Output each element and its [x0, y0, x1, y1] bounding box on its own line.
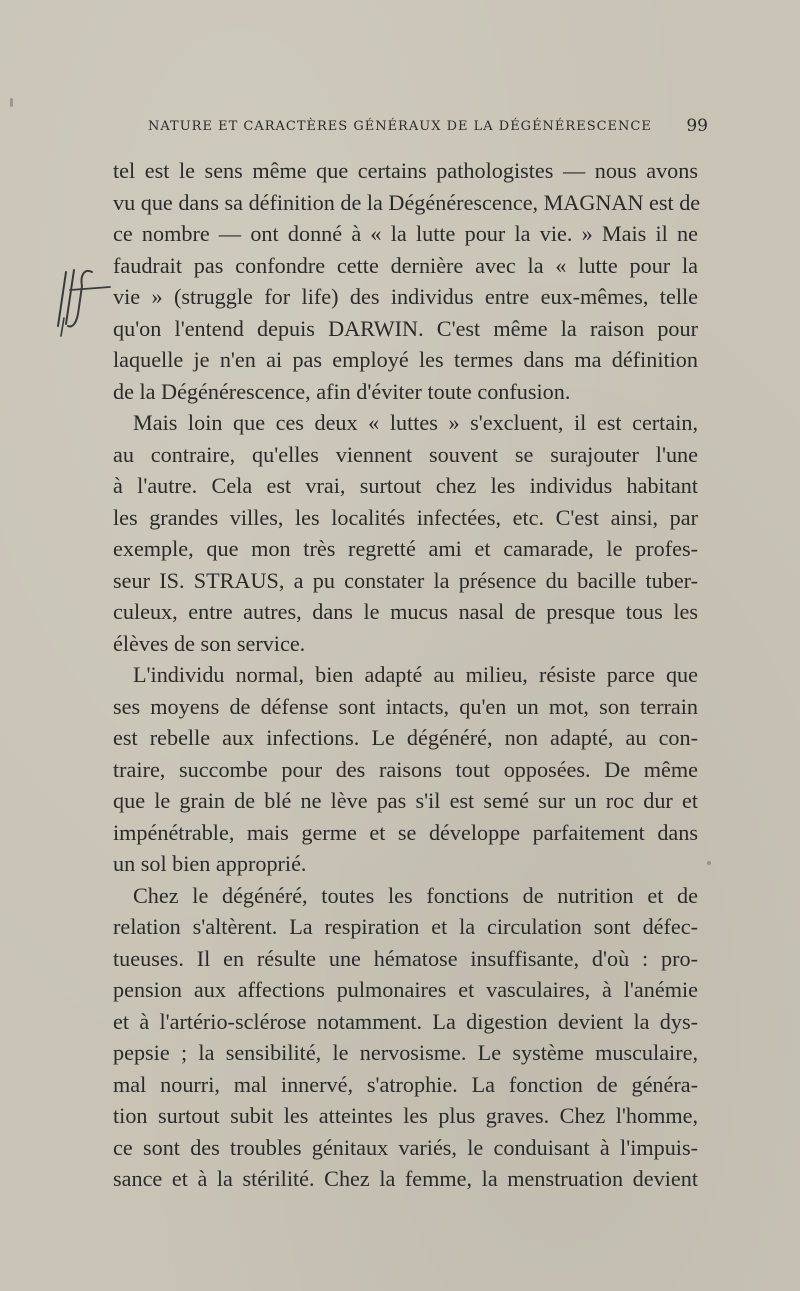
text-line: mal nourri, mal innervé, s'atrophie. La fonction de généra-	[113, 1071, 698, 1097]
text-line: vie » (struggle for life) des individus entre eux-mêmes, telle	[113, 284, 698, 309]
text-line: culeux, entre autres, dans le mucus nasal de presque tous les	[113, 599, 698, 624]
text-line: et à l'artério-sclérose notamment. La digestion devient la dys-	[113, 1008, 698, 1034]
text-line: vu que dans sa définition de la Dégénérescence, MAGNAN est de	[113, 189, 701, 215]
paper-speck	[707, 861, 711, 865]
text-line: qu'on l'entend depuis DARWIN. C'est même la raison pour	[113, 315, 698, 341]
body-text	[113, 155, 701, 1195]
text-line: pension aux affections pulmonaires et vasculaires, à l'anémie	[113, 977, 698, 1002]
text-line: sance et à la stérilité. Chez la femme, la menstruation devient	[113, 1166, 698, 1191]
text-line: ses moyens de défense sont intacts, qu'en un mot, son terrain	[113, 693, 698, 719]
text-line: que le grain de blé ne lève pas s'il est semé sur un roc dur et	[113, 788, 698, 813]
page-number: 99	[686, 116, 708, 136]
text-line: ce nombre — ont donné à « la lutte pour la vie. » Mais il ne	[113, 221, 698, 246]
text-line: pepsie ; la sensibilité, le nervosisme. Le système musculaire,	[113, 1040, 698, 1065]
text-line: faudrait pas confondre cette dernière avec la « lutte pour la	[113, 252, 698, 278]
text-line: au contraire, qu'elles viennent souvent se surajouter l'une	[113, 441, 698, 467]
text-line: seur IS. STRAUS, a pu constater la présence du bacille tuber-	[113, 567, 698, 593]
paragraph-start-line: L'individu normal, bien adapté au milieu, résiste parce que	[133, 662, 698, 687]
text-line: tel est le sens même que certains pathologistes — nous avons	[113, 158, 698, 183]
text-line: est rebelle aux infections. Le dégénéré, non adapté, au con-	[113, 725, 698, 750]
paragraph-start-line: Chez le dégénéré, toutes les fonctions de nutrition et de	[133, 882, 698, 908]
paper-speck	[10, 98, 13, 107]
running-title: NATURE ET CARACTÈRES GÉNÉRAUX DE LA DÉGÉNÉRESCENCE	[148, 119, 652, 134]
text-line: relation s'altèrent. La respiration et la circulation sont défec-	[113, 914, 698, 939]
text-line: exemple, que mon très regretté ami et camarade, le profes-	[113, 536, 698, 561]
text-line: traire, succombe pour des raisons tout opposées. De même	[113, 756, 698, 782]
text-line: les grandes villes, les localités infectées, etc. C'est ainsi, par	[113, 504, 698, 530]
text-line: un sol bien approprié.	[113, 851, 307, 876]
text-line: impénétrable, mais germe et se développe parfaitement dans	[113, 819, 698, 845]
text-line: ce sont des troubles génitaux variés, le conduisant à l'impuis-	[113, 1134, 698, 1160]
paragraph-start-line: Mais loin que ces deux « luttes » s'excluent, il est certain,	[133, 410, 698, 435]
text-line: de la Dégénérescence, afin d'éviter toute confusion.	[113, 378, 571, 404]
text-line: élèves de son service.	[113, 630, 306, 656]
text-line: à l'autre. Cela est vrai, surtout chez les individus habitant	[113, 473, 698, 498]
handwritten-margin-mark-icon	[52, 266, 112, 338]
text-line: laquelle je n'en ai pas employé les termes dans ma définition	[113, 347, 698, 372]
text-line: tueuses. Il en résulte une hématose insuffisante, d'où : pro-	[113, 945, 698, 971]
text-line: tion surtout subit les atteintes les plus graves. Chez l'homme,	[113, 1103, 698, 1128]
